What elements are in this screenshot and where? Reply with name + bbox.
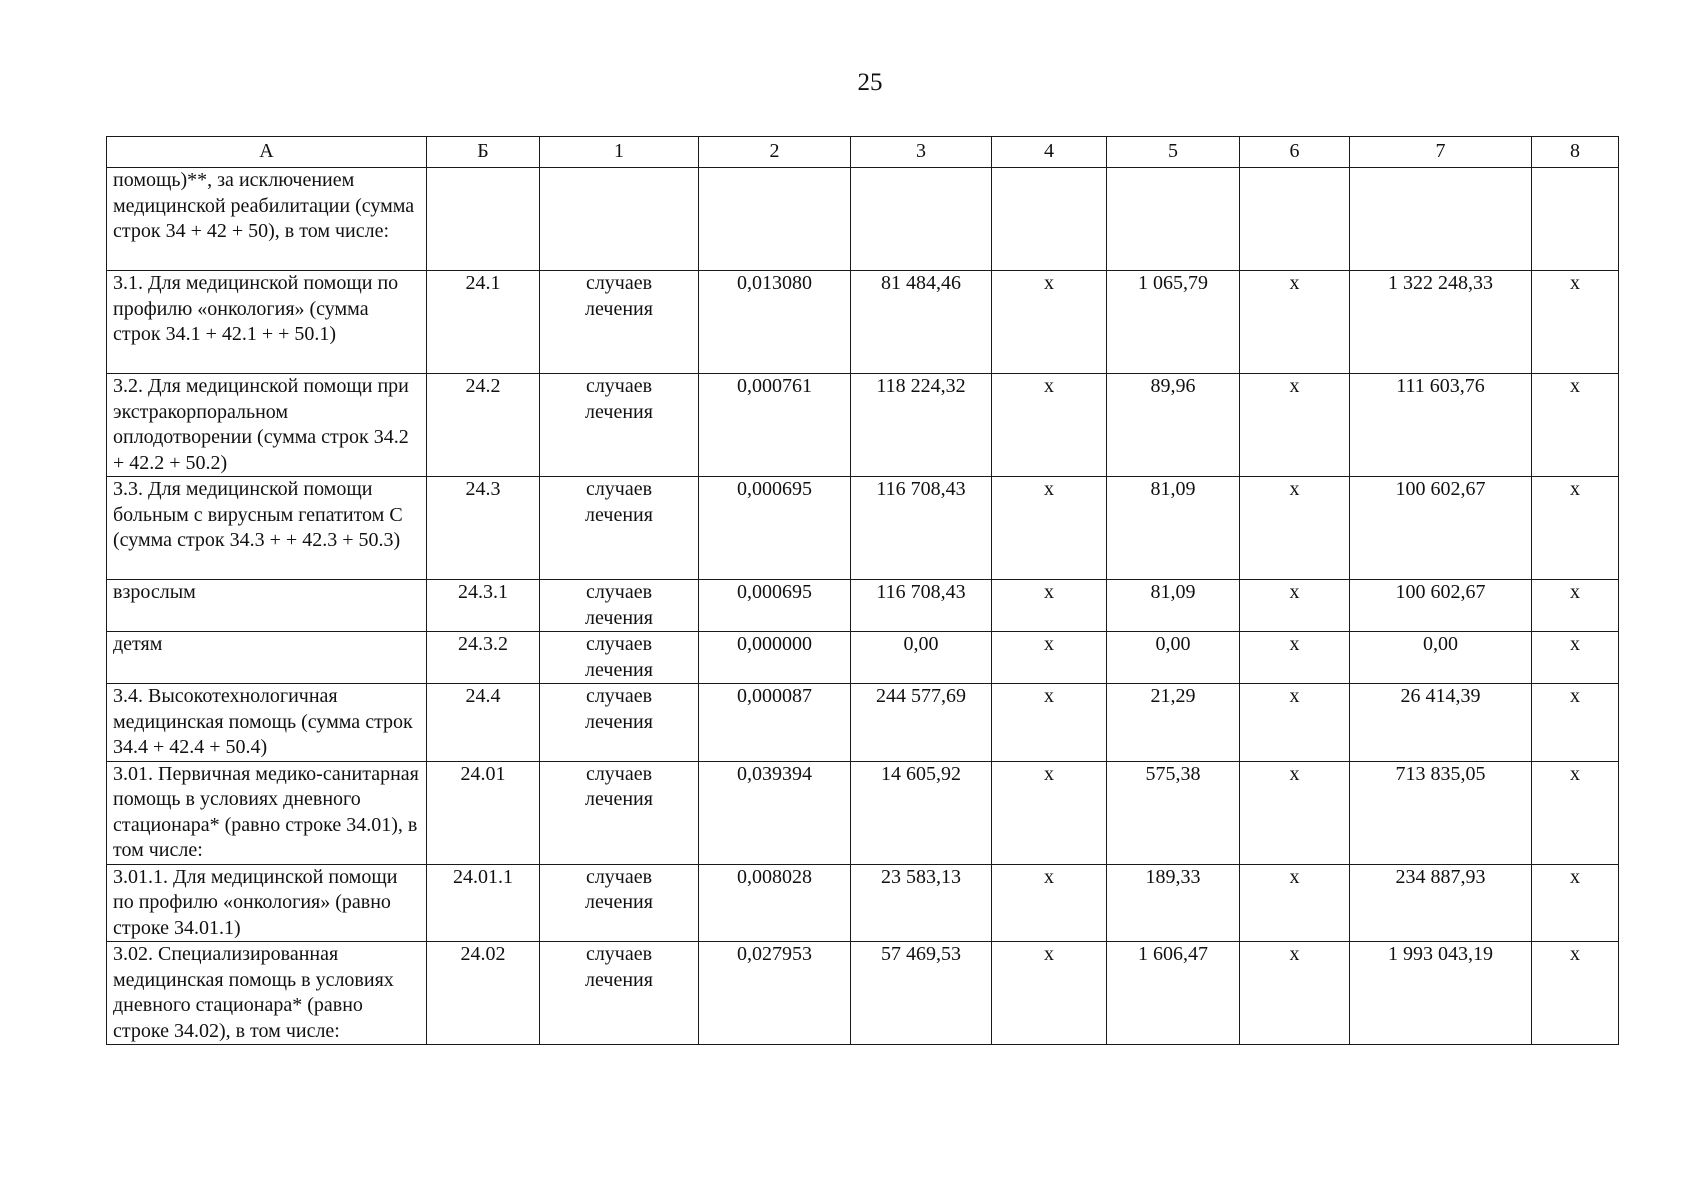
col3-cell: 0,00 — [851, 632, 992, 684]
row-name-cell: 3.02. Специализированная медицинская помощь в условиях дневного стационара* (равно строке 34.02), в том числе: — [107, 942, 427, 1045]
table-row — [107, 942, 1619, 1045]
col3-cell: 14 605,92 — [851, 761, 992, 864]
col8-cell: х — [1532, 761, 1619, 864]
header-cell-3: 3 — [851, 137, 992, 168]
page-number: 25 — [857, 69, 883, 96]
row-code-cell: 24.01.1 — [427, 864, 540, 942]
unit-cell — [540, 271, 699, 374]
unit-line-2: лечения — [585, 297, 653, 320]
col8-cell: х — [1532, 477, 1619, 580]
row-code-cell: 24.3.2 — [427, 632, 540, 684]
col6-cell: х — [1240, 761, 1350, 864]
unit-cell — [540, 684, 699, 762]
row-code-cell: 24.2 — [427, 374, 540, 477]
header-cell-4: 4 — [992, 137, 1107, 168]
header-cell-a: А — [107, 137, 427, 168]
header-cell-6: 6 — [1240, 137, 1350, 168]
col5-cell: 1 065,79 — [1107, 271, 1240, 374]
col3-cell — [851, 168, 992, 271]
header-cell-7: 7 — [1350, 137, 1532, 168]
col2-cell: 0,000695 — [699, 580, 851, 632]
unit-line-2: лечения — [585, 788, 653, 810]
table-row — [107, 761, 1619, 864]
table-row — [107, 864, 1619, 942]
col4-cell: х — [992, 580, 1107, 632]
col6-cell: х — [1240, 477, 1350, 580]
table-row — [107, 271, 1619, 374]
row-name-cell: 3.01.1. Для медицинской помощи по профилю «онкология» (равно строке 34.01.1) — [107, 864, 427, 942]
unit-cell — [540, 374, 699, 477]
col3-cell: 57 469,53 — [851, 942, 992, 1045]
col4-cell: х — [992, 271, 1107, 374]
col8-cell: х — [1532, 271, 1619, 374]
col5-cell: 189,33 — [1107, 864, 1240, 942]
col5-cell — [1107, 168, 1240, 271]
col4-cell: х — [992, 761, 1107, 864]
col7-cell: 26 414,39 — [1350, 684, 1532, 762]
col7-cell: 0,00 — [1350, 632, 1532, 684]
unit-line-2: лечения — [585, 891, 653, 913]
unit-cell — [540, 168, 699, 271]
col6-cell: х — [1240, 864, 1350, 942]
unit-line-1: случаев — [585, 865, 653, 888]
col4-cell — [992, 168, 1107, 271]
col7-cell: 1 993 043,19 — [1350, 942, 1532, 1045]
col4-cell: х — [992, 942, 1107, 1045]
header-cell-2: 2 — [699, 137, 851, 168]
unit-line-2: лечения — [585, 503, 653, 526]
col8-cell: х — [1532, 864, 1619, 942]
row-name-cell: 3.01. Первичная медико-санитарная помощь в условиях дневного стационара* (равно строке 34.01), в том числе: — [107, 761, 427, 864]
col4-cell: х — [992, 374, 1107, 477]
col5-cell: 575,38 — [1107, 761, 1240, 864]
col7-cell: 111 603,76 — [1350, 374, 1532, 477]
col2-cell: 0,027953 — [699, 942, 851, 1045]
unit-line-1: случаев — [585, 478, 653, 500]
header-cell-8: 8 — [1532, 137, 1619, 168]
col5-cell: 21,29 — [1107, 684, 1240, 762]
unit-line-2: лечения — [585, 710, 653, 733]
row-code-cell — [427, 168, 540, 271]
row-code-cell: 24.3.1 — [427, 580, 540, 632]
col6-cell — [1240, 168, 1350, 271]
col5-cell: 89,96 — [1107, 374, 1240, 477]
row-name-cell: взрослым — [107, 580, 427, 632]
col5-cell: 81,09 — [1107, 477, 1240, 580]
row-code-cell: 24.1 — [427, 271, 540, 374]
table-row — [107, 374, 1619, 477]
col6-cell: х — [1240, 271, 1350, 374]
table-row — [107, 632, 1619, 684]
unit-line-2: лечения — [585, 400, 653, 423]
row-name-cell: 3.2. Для медицинской помощи при экстракорпоральном оплодотворении (сумма строк 34.2 + 42.2 + 50.2) — [107, 374, 427, 477]
header-cell-b: Б — [427, 137, 540, 168]
col8-cell: х — [1532, 580, 1619, 632]
col6-cell: х — [1240, 580, 1350, 632]
table-row — [107, 580, 1619, 632]
col3-cell: 81 484,46 — [851, 271, 992, 374]
col7-cell — [1350, 168, 1532, 271]
table-row — [107, 168, 1619, 271]
col6-cell: х — [1240, 374, 1350, 477]
row-code-cell: 24.02 — [427, 942, 540, 1045]
row-name-cell: 3.4. Высокотехнологичная медицинская помощь (сумма строк 34.4 + 42.4 + 50.4) — [107, 684, 427, 762]
col6-cell: х — [1240, 684, 1350, 762]
col3-cell: 116 708,43 — [851, 580, 992, 632]
col7-cell: 1 322 248,33 — [1350, 271, 1532, 374]
unit-cell — [540, 477, 699, 580]
col3-cell: 23 583,13 — [851, 864, 992, 942]
table-row — [107, 684, 1619, 762]
row-name-cell: 3.3. Для медицинской помощи больным с вирусным гепатитом С (сумма строк 34.3 + + 42.3 + 50.3) — [107, 477, 427, 580]
row-name-cell: 3.1. Для медицинской помощи по профилю «онкология» (сумма строк 34.1 + 42.1 + + 50.1) — [107, 271, 427, 374]
row-code-cell: 24.3 — [427, 477, 540, 580]
unit-line-2: лечения — [585, 606, 653, 629]
col2-cell: 0,000000 — [699, 632, 851, 684]
row-name-cell: детям — [107, 632, 427, 684]
col4-cell: х — [992, 632, 1107, 684]
unit-line-2: лечения — [585, 658, 653, 681]
unit-cell — [540, 632, 699, 684]
col4-cell: х — [992, 864, 1107, 942]
col5-cell: 1 606,47 — [1107, 942, 1240, 1045]
col2-cell: 0,039394 — [699, 761, 851, 864]
col3-cell: 118 224,32 — [851, 374, 992, 477]
header-cell-1: 1 — [540, 137, 699, 168]
table-row — [107, 477, 1619, 580]
col8-cell: х — [1532, 632, 1619, 684]
row-code-cell: 24.01 — [427, 761, 540, 864]
unit-cell — [540, 942, 699, 1045]
unit-line-1: случаев — [585, 762, 653, 785]
unit-line-1: случаев — [585, 685, 653, 707]
unit-line-1: случаев — [585, 272, 653, 294]
unit-line-1: случаев — [585, 375, 653, 397]
col8-cell: х — [1532, 374, 1619, 477]
col5-cell: 0,00 — [1107, 632, 1240, 684]
data-table — [106, 136, 1619, 1045]
col8-cell — [1532, 168, 1619, 271]
header-cell-5: 5 — [1107, 137, 1240, 168]
col2-cell — [699, 168, 851, 271]
unit-cell — [540, 761, 699, 864]
col2-cell: 0,000695 — [699, 477, 851, 580]
col6-cell: х — [1240, 942, 1350, 1045]
unit-line-1: случаев — [585, 633, 653, 655]
col4-cell: х — [992, 477, 1107, 580]
unit-line-2: лечения — [585, 968, 653, 991]
unit-line-1: случаев — [585, 943, 653, 965]
header-row — [107, 137, 1619, 168]
col7-cell: 100 602,67 — [1350, 580, 1532, 632]
unit-cell — [540, 580, 699, 632]
row-name-cell: помощь)**, за исключением медицинской реабилитации (сумма строк 34 + 42 + 50), в том числе: — [107, 168, 427, 271]
col8-cell: х — [1532, 942, 1619, 1045]
row-code-cell: 24.4 — [427, 684, 540, 762]
col7-cell: 713 835,05 — [1350, 761, 1532, 864]
col2-cell: 0,008028 — [699, 864, 851, 942]
col7-cell: 234 887,93 — [1350, 864, 1532, 942]
col5-cell: 81,09 — [1107, 580, 1240, 632]
col7-cell: 100 602,67 — [1350, 477, 1532, 580]
col2-cell: 0,000087 — [699, 684, 851, 762]
col2-cell: 0,000761 — [699, 374, 851, 477]
col3-cell: 116 708,43 — [851, 477, 992, 580]
unit-line-1: случаев — [585, 581, 653, 603]
col4-cell: х — [992, 684, 1107, 762]
col8-cell: х — [1532, 684, 1619, 762]
unit-cell — [540, 864, 699, 942]
col6-cell: х — [1240, 632, 1350, 684]
col2-cell: 0,013080 — [699, 271, 851, 374]
col3-cell: 244 577,69 — [851, 684, 992, 762]
